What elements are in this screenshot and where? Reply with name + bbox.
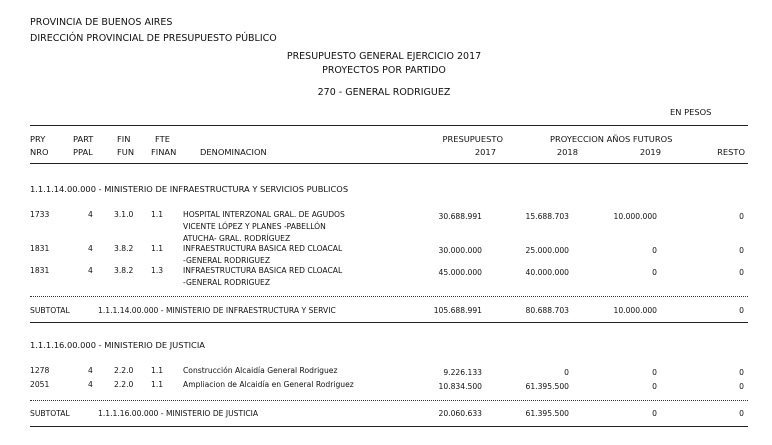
section-heading: 1.1.1.14.00.000 - MINISTERIO DE INFRAESTRUCTURA Y SERVICIOS PUBLICOS — [30, 184, 349, 194]
province-label: PROVINCIA DE BUENOS AIRES — [30, 17, 173, 28]
col-fin: FIN — [117, 134, 131, 144]
col-proyeccion: PROYECCION AÑOS FUTUROS — [550, 134, 673, 144]
header-bottom-rule — [30, 163, 748, 164]
direction-label: DIRECCIÓN PROVINCIAL DE PRESUPUESTO PÚBLICO — [30, 33, 277, 44]
subtotal-divider — [30, 296, 748, 297]
section-end-rule — [30, 426, 748, 427]
col-pry: PRY — [30, 134, 46, 144]
currency-label: EN PESOS — [670, 107, 712, 117]
col-2017: 2017 — [474, 147, 496, 157]
col-part: PART — [73, 134, 94, 144]
col-presupuesto: PRESUPUESTO — [442, 134, 503, 144]
partido-label: 270 - GENERAL RODRIGUEZ — [317, 87, 451, 98]
section-end-rule — [30, 322, 748, 323]
subtotal-divider — [30, 400, 748, 401]
col-ppal: PPAL — [73, 147, 93, 157]
col-nro: NRO — [30, 147, 49, 157]
col-finan: FINAN — [151, 147, 177, 157]
col-2018: 2018 — [556, 147, 578, 157]
col-2019: 2019 — [639, 147, 661, 157]
report-title: PRESUPUESTO GENERAL EJERCICIO 2017 — [286, 51, 482, 62]
col-denominacion: DENOMINACION — [200, 147, 267, 157]
col-fte: FTE — [155, 134, 170, 144]
report-subtitle: PROYECTOS POR PARTIDO — [322, 65, 446, 76]
col-fun: FUN — [117, 147, 135, 157]
section-heading: 1.1.1.16.00.000 - MINISTERIO DE JUSTICIA — [30, 340, 205, 350]
col-resto: RESTO — [717, 147, 745, 157]
header-top-rule — [30, 125, 748, 126]
